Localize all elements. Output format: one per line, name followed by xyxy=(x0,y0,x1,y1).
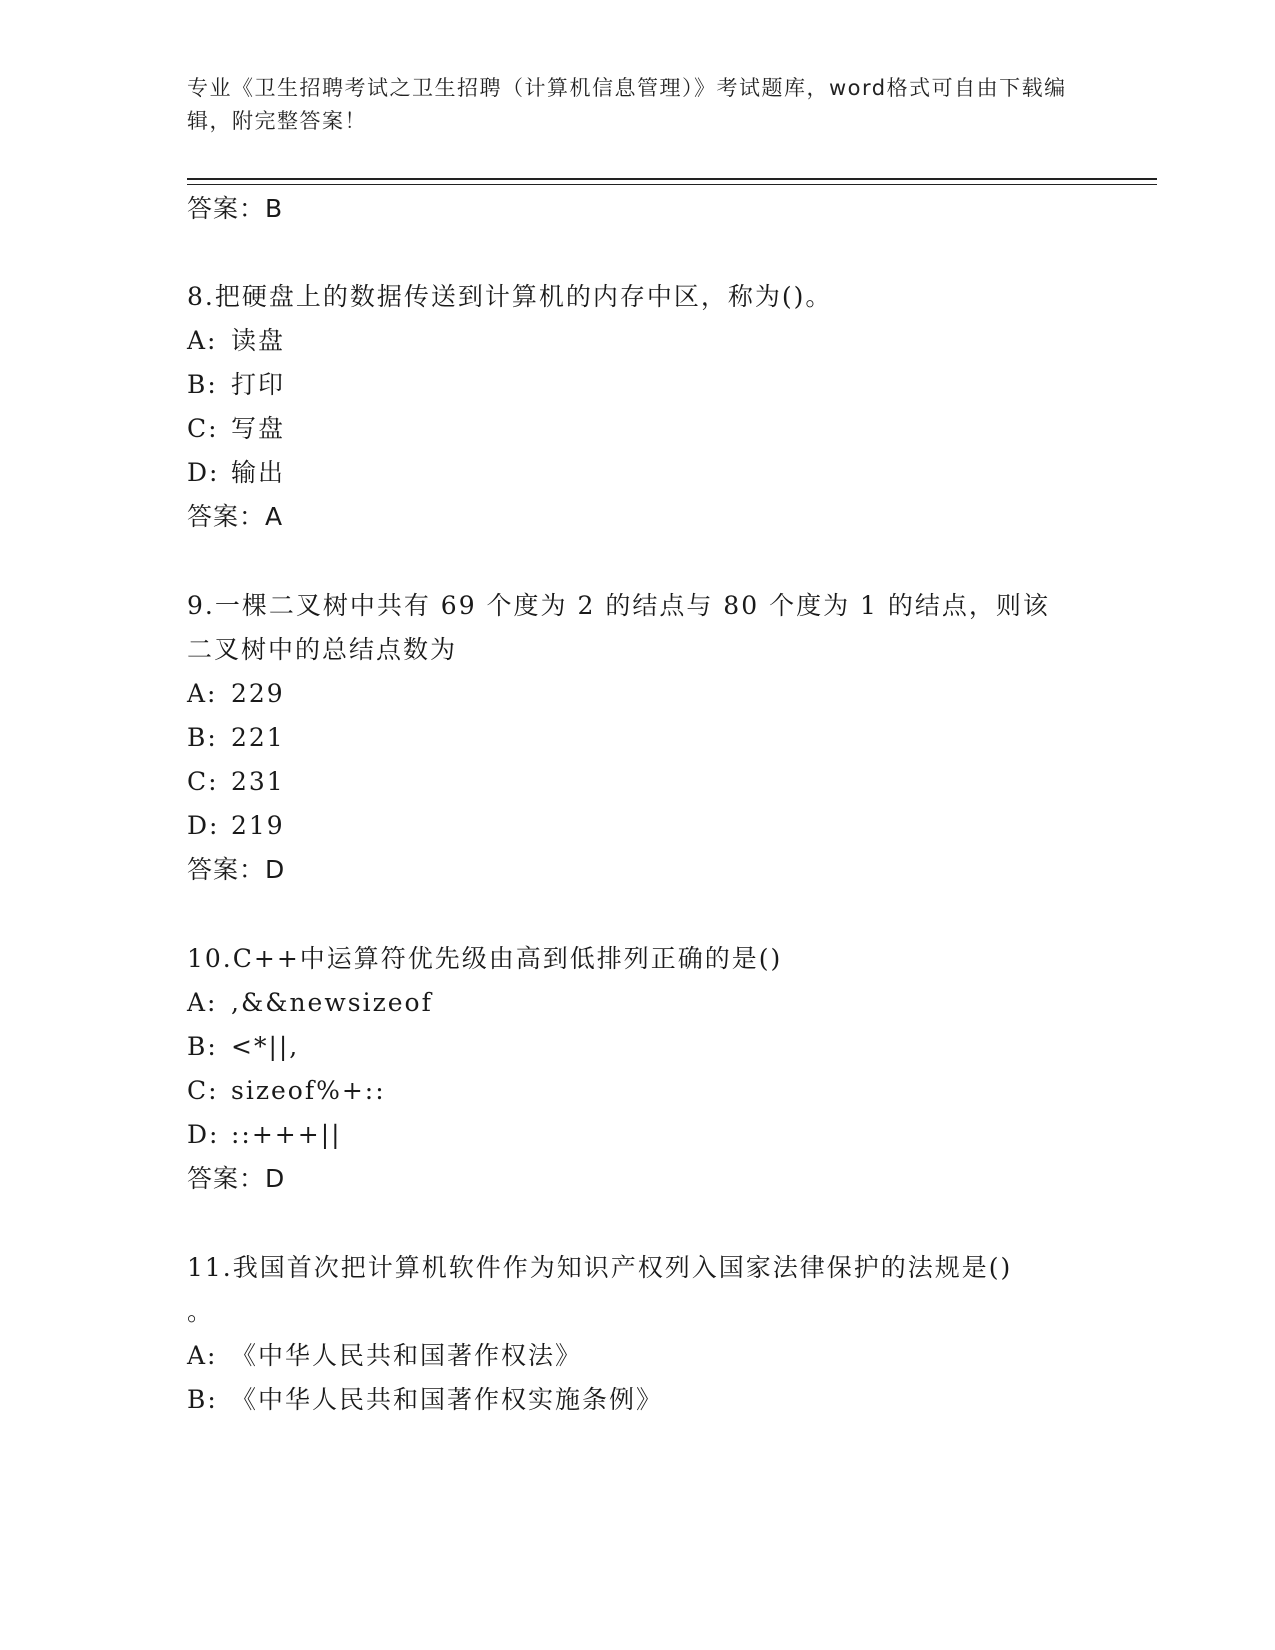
answer-line: 答案：D xyxy=(187,1164,286,1193)
option-c xyxy=(187,767,285,797)
option-text: 221 xyxy=(231,723,285,752)
option-a xyxy=(187,679,285,709)
answer-line: 答案：A xyxy=(187,502,284,531)
option-text: 输出 xyxy=(231,458,286,487)
option-letter: A: xyxy=(187,988,218,1017)
option-letter: B: xyxy=(187,370,218,399)
option-b xyxy=(187,1032,299,1062)
option-text: 229 xyxy=(231,679,285,708)
question-stem: 11.我国首次把计算机软件作为知识产权列入国家法律保护的法规是() xyxy=(187,1253,1013,1282)
option-letter: B: xyxy=(187,1032,218,1061)
question-stem: 10.C++中运算符优先级由高到低排列正确的是() xyxy=(187,944,783,973)
header-divider-thin xyxy=(187,184,1157,185)
option-text: ::+++|| xyxy=(231,1120,342,1149)
option-a xyxy=(187,326,285,356)
option-letter: D: xyxy=(187,1120,220,1149)
question-stem: 8.把硬盘上的数据传送到计算机的内存中区，称为()。 xyxy=(187,282,833,311)
option-d xyxy=(187,458,285,488)
option-a xyxy=(187,1341,582,1371)
option-text: 打印 xyxy=(231,370,286,399)
option-letter: C: xyxy=(187,414,219,443)
option-letter: D: xyxy=(187,811,220,840)
option-letter: C: xyxy=(187,1076,219,1105)
option-text: 读盘 xyxy=(231,326,286,355)
option-d xyxy=(187,1120,342,1150)
option-c xyxy=(187,414,285,444)
previous-answer: 答案：B xyxy=(187,194,284,223)
header-divider xyxy=(187,178,1157,180)
option-text: 写盘 xyxy=(231,414,286,443)
option-text: 231 xyxy=(231,767,285,796)
question-stem: 9.一棵二叉树中共有 69 个度为 2 的结点与 80 个度为 1 的结点，则该 xyxy=(187,591,1050,620)
option-b xyxy=(187,370,285,400)
option-letter: A: xyxy=(187,679,218,708)
option-letter: A: xyxy=(187,326,218,355)
document-header: 专业《卫生招聘考试之卫生招聘（计算机信息管理）》考试题库，word格式可自由下载编辑，附完整答案！ xyxy=(187,76,1067,133)
option-text: 《中华人民共和国著作权法》 xyxy=(231,1341,583,1370)
option-a xyxy=(187,988,433,1018)
option-d xyxy=(187,811,285,841)
answer-line: 答案：D xyxy=(187,855,286,884)
option-b xyxy=(187,723,285,753)
option-text: <*||, xyxy=(231,1032,300,1061)
option-text: 219 xyxy=(231,811,285,840)
option-text: 《中华人民共和国著作权实施条例》 xyxy=(231,1385,664,1414)
option-letter: A: xyxy=(187,1341,218,1370)
option-c xyxy=(187,1076,386,1106)
option-letter: D: xyxy=(187,458,220,487)
question-stem-continued: 二叉树中的总结点数为 xyxy=(187,635,458,664)
option-letter: C: xyxy=(187,767,219,796)
option-letter: B: xyxy=(187,723,218,752)
option-letter: B: xyxy=(187,1385,218,1414)
question-stem-continued: 。 xyxy=(187,1297,215,1326)
option-text: ,&&newsizeof xyxy=(231,988,433,1017)
option-b xyxy=(187,1385,663,1415)
option-text: sizeof%+:: xyxy=(231,1076,386,1105)
